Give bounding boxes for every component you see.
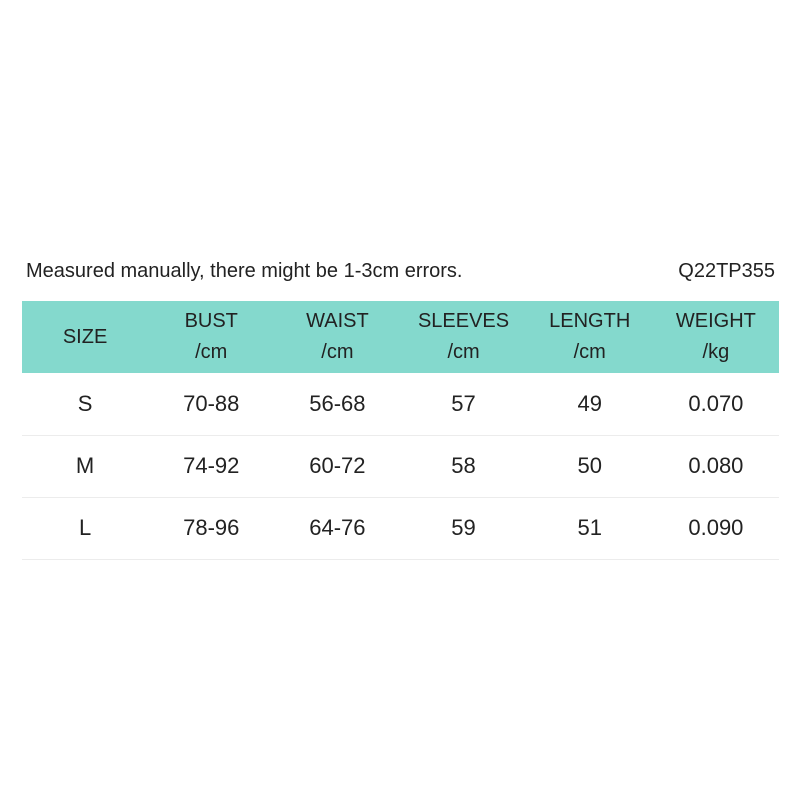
header-name: WEIGHT <box>675 310 756 332</box>
table-header-row <box>22 301 779 373</box>
table-row <box>22 497 779 559</box>
header-sleeves <box>400 301 526 373</box>
header-weight <box>653 301 779 373</box>
cell-sleeves: 57 <box>451 390 476 416</box>
header-name: LENGTH <box>549 310 631 332</box>
cell-size: L <box>78 515 92 540</box>
cell-length: 51 <box>577 515 602 540</box>
header-name: SIZE <box>62 325 108 348</box>
header-size <box>22 301 148 373</box>
table-row <box>22 435 779 497</box>
cell-weight: 0.080 <box>688 453 744 478</box>
cell-sleeves: 59 <box>451 515 476 540</box>
cell-weight: 0.090 <box>688 515 744 540</box>
cell-length: 49 <box>577 390 602 416</box>
header-unit: /cm <box>447 341 480 363</box>
note-row <box>22 256 778 286</box>
header-length <box>527 301 653 373</box>
table-row <box>22 373 779 435</box>
header-unit: /cm <box>321 341 354 363</box>
product-code: Q22TP355 <box>678 260 775 282</box>
cell-size: S <box>77 390 93 416</box>
measurement-note: Measured manually, there might be 1-3cm errors. <box>26 260 463 282</box>
cell-bust: 74-92 <box>183 453 240 478</box>
cell-weight: 0.070 <box>688 390 744 416</box>
cell-bust: 70-88 <box>183 390 240 416</box>
cell-bust: 78-96 <box>183 515 240 540</box>
cell-sleeves: 58 <box>451 453 476 478</box>
size-chart-table <box>22 301 779 560</box>
cell-waist: 60-72 <box>309 453 366 478</box>
cell-waist: 64-76 <box>309 515 366 540</box>
header-unit: /cm <box>573 341 606 363</box>
header-waist <box>274 301 400 373</box>
cell-size: M <box>75 453 95 478</box>
header-unit: /cm <box>195 341 228 363</box>
header-bust <box>148 301 274 373</box>
header-name: SLEEVES <box>417 310 510 332</box>
header-name: BUST <box>184 310 238 332</box>
cell-length: 50 <box>577 453 602 478</box>
header-name: WAIST <box>306 310 369 332</box>
cell-waist: 56-68 <box>309 390 366 416</box>
header-unit: /kg <box>702 341 730 363</box>
